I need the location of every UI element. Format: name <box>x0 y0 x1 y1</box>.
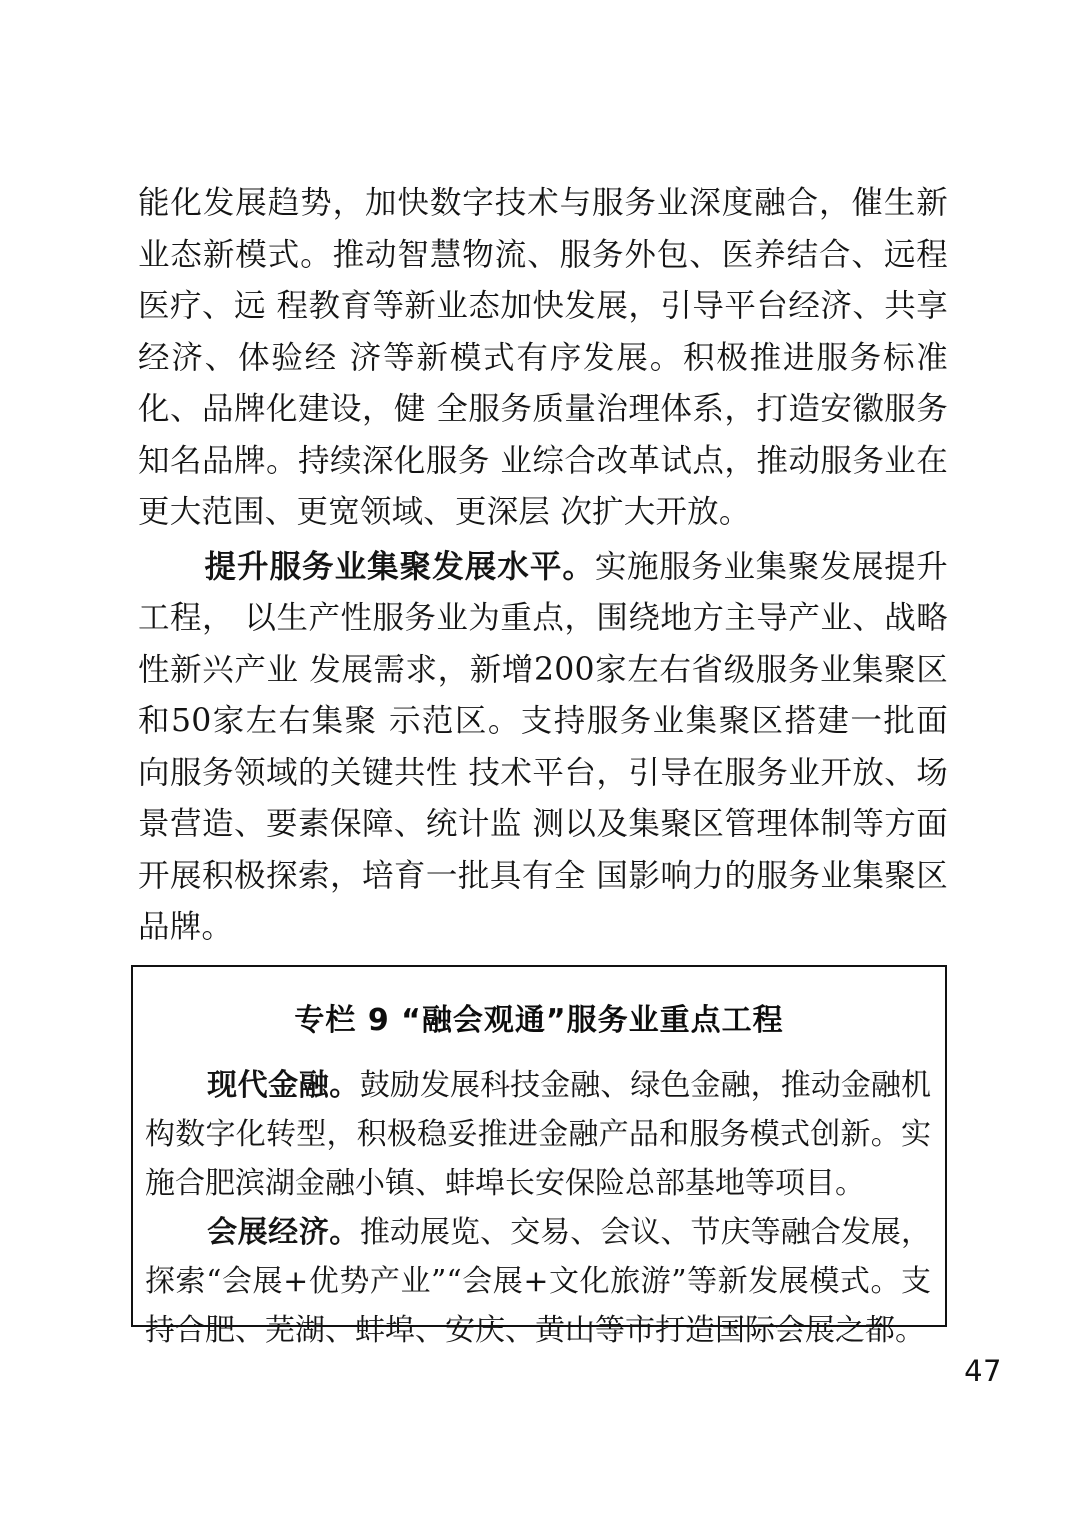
feature-box <box>131 965 947 1348</box>
paragraph-continued-service-industry <box>138 178 948 539</box>
body-text-column <box>138 178 948 954</box>
paragraph-cluster-development <box>138 541 948 954</box>
paragraph-lead-heading: 提升服务业集聚发展水平。 <box>204 547 595 585</box>
box-item-text: 鼓励发展科技金融、绿色金融，推动金融机构数字化转型，积极稳妥推进金融产品和服务模式创新。实施合肥滨湖金融小镇、蚌埠长安保险总部基地等项目。 <box>145 1068 931 1201</box>
feature-box-title: 专栏 9 “融会观通”服务业重点工程 <box>294 1003 784 1038</box>
paragraph-text: 实施服务业集聚发展提升工程， 以生产性服务业为重点，围绕地方主导产业、战略性新兴产业 发展需求，新增200家左右省级服务业集聚区和50家左右集聚 示范区。支持服务业集聚区搭建一批面向服务领域的关键共性 技术平台，引导在服务业开放、场景营造、要素保障、统计监 测以及集聚区管理体制等方面开展积极探索，培育一批具有全 国影响力的服务业集聚区品牌。 <box>138 548 949 945</box>
page-number: 47 <box>964 1354 1002 1388</box>
box-item-text: 推动展览、交易、会议、节庆等融合发展，探索“会展+优势产业”“会展+文化旅游”等新发展模式。支持合肥、芜湖、蚌埠、安庆、黄山等市打造国际会展之都。 <box>145 1215 931 1348</box>
box-item-lead-heading: 会展经济。 <box>207 1215 360 1250</box>
box-item-lead-heading: 现代金融。 <box>207 1068 360 1103</box>
paragraph-text: 能化发展趋势，加快数字技术与服务业深度融合，催生新业态新模式。推动智慧物流、服务外包、医养结合、远程医疗、远 程教育等新业态加快发展，引导平台经济、共享经济、体验经 济等新模式有序发展。积极推进服务标准化、品牌化建设，健 全服务质量治理体系，打造安徽服务知名品牌。持续深化服务 业综合改革试点，推动服务业在更大范围、更宽领域、更深层 次扩大开放。 <box>138 185 948 530</box>
box-item-exhibition-economy <box>145 1208 931 1355</box>
box-item-modern-finance <box>145 1061 931 1208</box>
feature-box-body <box>133 1061 945 1355</box>
